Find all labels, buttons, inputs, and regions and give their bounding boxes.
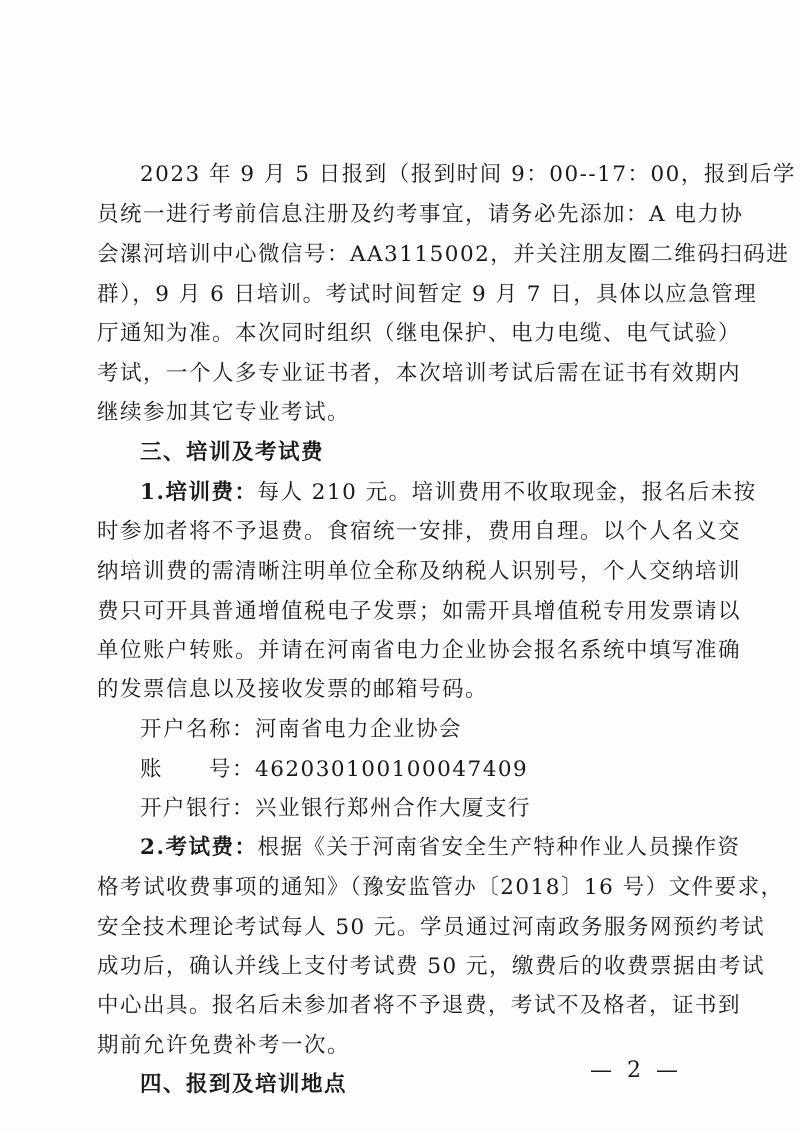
training-fee-label: 1.培训费： — [140, 480, 258, 505]
section-heading: 四、报到及培训地点 — [140, 1072, 348, 1097]
paragraph-line: 考试，一个人多专业证书者，本次培训考试后需在证书有效期内 — [97, 361, 742, 386]
paragraph-line: 期前允许免费补考一次。 — [97, 1033, 351, 1058]
section-heading: 三、培训及考试费 — [140, 440, 325, 465]
account-bank-label: 开户银行： — [140, 796, 256, 821]
paragraph-line: 的发票信息以及接收发票的邮箱号码。 — [97, 677, 489, 702]
paragraph-line: 员统一进行考前信息注册及约考事宜，请务必先添加：A 电力协 — [97, 202, 744, 227]
account-name-label: 开户名称： — [140, 717, 256, 742]
paragraph-line: 费只可开具普通增值税电子发票；如需开具增值税专用发票请以 — [97, 599, 742, 624]
account-number-value: 462030100100047409 — [255, 757, 529, 782]
account-name-value: 河南省电力企业协会 — [255, 717, 463, 742]
paragraph-line: 中心出具。报名后未参加者将不予退费，考试不及格者，证书到 — [97, 993, 742, 1018]
account-bank-value: 兴业银行郑州合作大厦支行 — [255, 796, 532, 821]
training-fee-text: 每人 210 元。培训费用不收取现金，报名后未按 — [257, 480, 757, 505]
paragraph-line: 2023 年 9 月 5 日报到（报到时间 9：00--17：00，报到后学 — [140, 162, 796, 187]
training-fee-line — [140, 478, 757, 508]
account-number-label: 账 号： — [140, 757, 256, 782]
exam-fee-label: 2.考试费： — [140, 835, 258, 860]
exam-fee-text: 根据《关于河南省安全生产特种作业人员操作资 — [257, 835, 741, 860]
paragraph-line: 格考试收费事项的通知》（豫安监管办〔2018〕16 号）文件要求， — [97, 875, 784, 900]
paragraph-line: 安全技术理论考试每人 50 元。学员通过河南政务服务网预约考试 — [97, 915, 766, 940]
paragraph-line: 群），9 月 6 日培训。考试时间暂定 9 月 7 日，具体以应急管理 — [97, 282, 758, 307]
paragraph-line: 成功后，确认并线上支付考试费 50 元，缴费后的收费票据由考试 — [97, 954, 766, 979]
paragraph-line: 单位账户转账。并请在河南省电力企业协会报名系统中填写准确 — [97, 638, 742, 663]
exam-fee-line — [140, 833, 750, 863]
paragraph-line: 继续参加其它专业考试。 — [97, 400, 351, 425]
paragraph-line: 会漯河培训中心微信号：AA3115002，并关注朋友圈二维码扫码进 — [97, 242, 790, 267]
paragraph-line: 纳培训费的需清晰注明单位全称及纳税人识别号，个人交纳培训 — [97, 559, 742, 584]
paragraph-line: 时参加者将不予退费。食宿统一安排，费用自理。以个人名义交 — [97, 519, 742, 544]
account-name-row — [140, 715, 750, 745]
account-number-row — [140, 755, 750, 785]
page-number: — 2 — — [590, 1058, 682, 1083]
paragraph-line: 厅通知为准。本次同时组织（继电保护、电力电缆、电气试验） — [97, 321, 742, 346]
account-bank-row — [140, 794, 750, 824]
